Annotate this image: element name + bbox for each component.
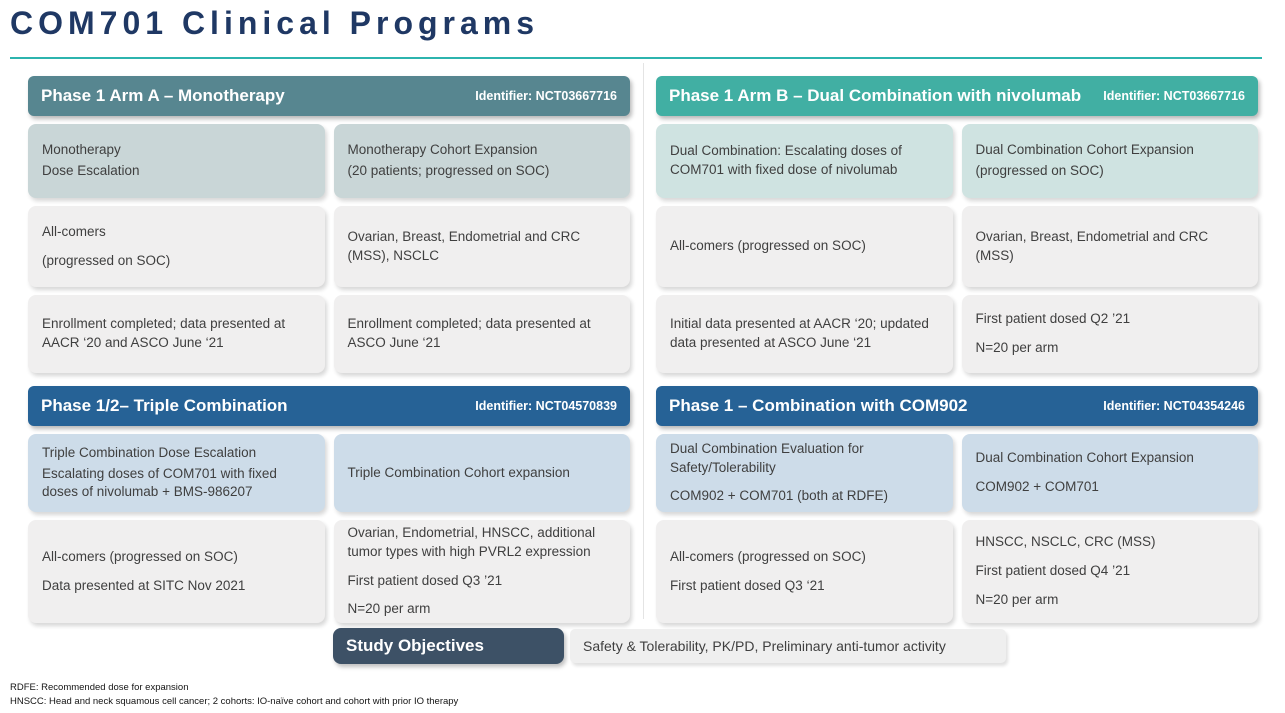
cell-triple-cohort-expansion [334,434,631,512]
cell-com902-population-right [962,520,1259,623]
cell-arm-a-dose-escalation [28,124,325,198]
cell-text: Monotherapy [42,142,121,158]
cell-text: Ovarian, Breast, Endometrial and CRC (MSS), NSCLC [347,228,581,263]
study-objectives-value: Safety & Tolerability, PK/PD, Preliminary anti-tumor activity [570,629,1006,663]
panel-arm-b-header [656,76,1258,116]
cell-text: First patient dosed Q3 ’21 [347,572,503,588]
cell-text: N=20 per arm [975,591,1059,607]
panel-arm-a-cells [28,124,630,373]
cell-text: First patient dosed Q2 ’21 [975,311,1131,327]
cell-text: Dual Combination Cohort Expansion [975,142,1194,158]
study-objectives-row [333,628,1006,664]
cell-text: Monotherapy Cohort Expansion [347,142,538,158]
cell-text: HNSCC, NSCLC, CRC (MSS) [975,534,1156,550]
panel-triple-identifier: Identifier: NCT04570839 [475,399,617,413]
cell-text: Triple Combination Cohort expansion [347,464,570,480]
cell-text: Dual Combination Cohort Expansion [975,450,1194,466]
cell-arm-b-status-left [656,295,953,373]
footnote-hnscc: HNSCC: Head and neck squamous cell cancer; 2 cohorts: IO-naïve cohort and cohort with prior IO therapy [10,695,459,707]
cell-text: Data presented at SITC Nov 2021 [42,577,246,593]
study-objectives-label: Study Objectives [333,628,564,664]
panel-com902-combination [656,386,1258,623]
cell-text: (progressed on SOC) [42,252,171,268]
cell-com902-cohort-expansion [962,434,1259,512]
cell-com902-dose-escalation [656,434,953,512]
panel-arm-a-identifier: Identifier: NCT03667716 [475,89,617,103]
cell-arm-a-population-right [334,206,631,287]
panel-triple-cells [28,434,630,623]
panel-com902-cells [656,434,1258,623]
panel-arm-b-dual-combination [656,76,1258,373]
cell-arm-b-population-right [962,206,1259,287]
cell-text: First patient dosed Q3 ‘21 [670,577,825,593]
cell-text: Escalating doses of COM701 with fixed doses of nivolumab + BMS-986207 [42,465,277,500]
cell-text: N=20 per arm [347,601,431,617]
cell-arm-a-status-right [334,295,631,373]
cell-arm-b-population-left [656,206,953,287]
panel-com902-identifier: Identifier: NCT04354246 [1103,399,1245,413]
cell-text: First patient dosed Q4 ’21 [975,563,1131,579]
panel-triple-header [28,386,630,426]
cell-triple-population-left [28,520,325,623]
footnotes [10,681,458,709]
cell-arm-a-population-left [28,206,325,287]
cell-text: Dual Combination Evaluation for Safety/Tolerability [670,440,864,475]
cell-text: COM902 + COM701 [975,479,1099,494]
cell-text: Enrollment completed; data presented at ASCO June ‘21 [347,316,591,350]
panel-arm-a-title: Phase 1 Arm A – Monotherapy [41,86,285,105]
panel-arm-b-identifier: Identifier: NCT03667716 [1103,89,1245,103]
cell-arm-b-cohort-expansion [962,124,1259,198]
cell-com902-population-left [656,520,953,623]
column-divider [643,63,644,619]
panel-triple-combination [28,386,630,623]
cell-triple-dose-escalation [28,434,325,512]
cell-text: Dose Escalation [42,163,140,178]
cell-text: (20 patients; progressed on SOC) [347,163,550,178]
panel-arm-b-title: Phase 1 Arm B – Dual Combination with nivolumab [669,86,1082,105]
cell-arm-a-status-left [28,295,325,373]
cell-text: All-comers (progressed on SOC) [670,548,866,564]
cell-text: (progressed on SOC) [975,163,1104,178]
cell-arm-b-status-right [962,295,1259,373]
cell-text: Ovarian, Endometrial, HNSCC, additional tumor types with high PVRL2 expression [347,524,596,559]
panel-arm-a-monotherapy [28,76,630,373]
page-title: COM701 Clinical Programs [10,5,540,41]
panel-arm-b-cells [656,124,1258,373]
cell-text: All-comers (progressed on SOC) [42,548,238,564]
panel-com902-title: Phase 1 – Combination with COM902 [669,396,968,415]
panel-arm-a-header [28,76,630,116]
cell-text: Enrollment completed; data presented at AACR ‘20 and ASCO June ‘21 [42,316,286,350]
cell-text: Triple Combination Dose Escalation [42,444,257,460]
cell-text: All-comers [42,223,106,239]
cell-text: COM902 + COM701 (both at RDFE) [670,488,888,504]
cell-text: N=20 per arm [975,340,1059,355]
cell-arm-a-cohort-expansion [334,124,631,198]
cell-triple-population-right [334,520,631,623]
cell-text: Ovarian, Breast, Endometrial and CRC (MSS) [975,228,1209,263]
footnote-rdfe: RDFE: Recommended dose for expansion [10,682,189,693]
title-underline [10,57,1262,59]
cell-arm-b-dose-escalation [656,124,953,198]
cell-text: All-comers (progressed on SOC) [670,238,866,254]
cell-text: Dual Combination: Escalating doses of COM701 with fixed dose of nivolumab [670,143,902,177]
cell-text: Initial data presented at AACR ‘20; updated data presented at ASCO June ‘21 [670,316,929,350]
panel-com902-header [656,386,1258,426]
panel-triple-title: Phase 1/2– Triple Combination [41,396,288,415]
